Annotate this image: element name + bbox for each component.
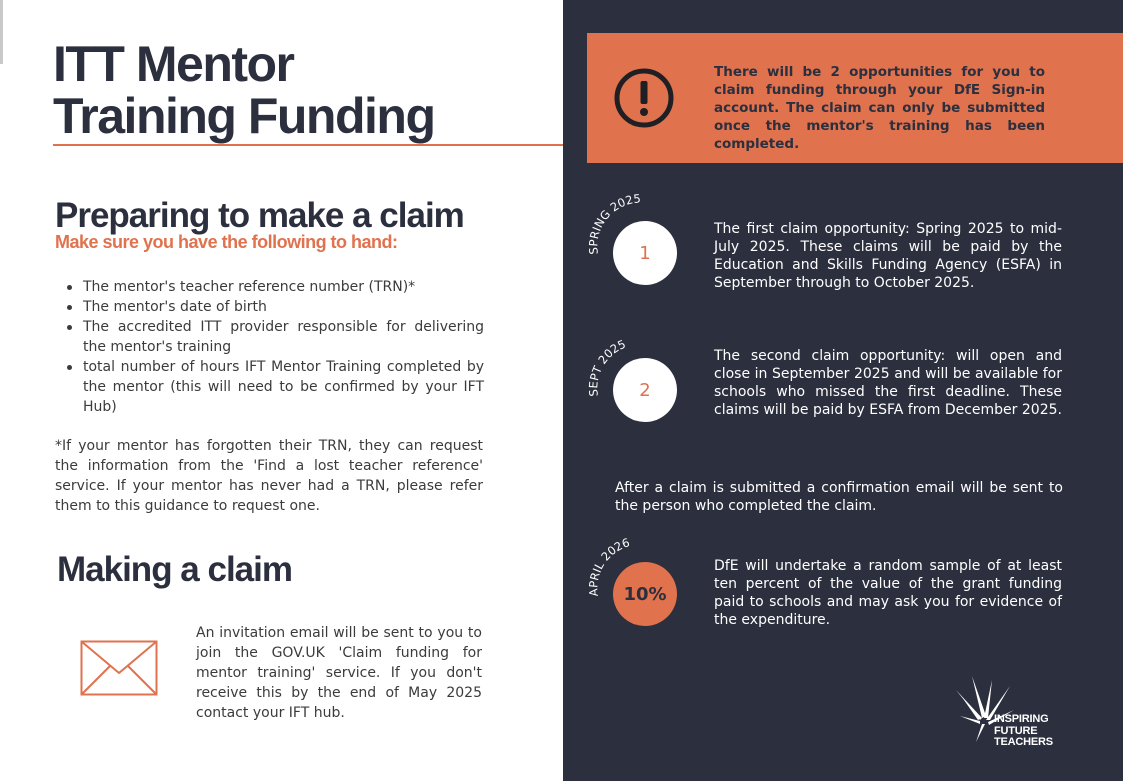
exclamation-icon xyxy=(613,67,675,129)
logo-line-2: FUTURE xyxy=(994,724,1038,737)
svg-text:SPRING 2025: SPRING 2025 xyxy=(586,191,642,256)
preparing-subheading: Make sure you have the following to hand: xyxy=(55,232,398,252)
checklist xyxy=(64,277,484,417)
title-line-2: Training Funding xyxy=(53,88,435,144)
making-heading: Making a claim xyxy=(57,550,292,589)
checklist-item: The mentor's teacher reference number (TRN)* xyxy=(64,277,484,297)
step-1-number: 1 xyxy=(639,242,651,264)
invitation-text: An invitation email will be sent to you to join the GOV.UK 'Claim funding for mentor training' service. If you don't receive this by the end of May 2025 contact your IFT hub. xyxy=(196,625,482,721)
step-1-badge xyxy=(613,221,677,285)
step-3-number: 10% xyxy=(623,583,667,605)
alert-banner xyxy=(587,33,1123,163)
logo-line-1: INSPIRING xyxy=(994,713,1049,725)
title-line-1: ITT Mentor xyxy=(53,36,294,92)
ift-logo xyxy=(950,672,1070,752)
preparing-heading: Preparing to make a claim xyxy=(55,196,464,235)
checklist-item: The accredited ITT provider responsible for delivering the mentor's training xyxy=(64,317,484,357)
checklist-item: total number of hours IFT Mentor Training completed by the mentor (this will need to be confirmed by your IFT Hub) xyxy=(64,357,484,417)
alert-text: There will be 2 opportunities for you to claim funding through your DfE Sign-in account. The claim can only be submitted once the mentor's training has been completed. xyxy=(714,64,1045,152)
envelope-icon xyxy=(80,640,158,696)
checklist-item: The mentor's date of birth xyxy=(64,297,484,317)
step-1-text: The first claim opportunity: Spring 2025 to mid-July 2025. These claims will be paid by the Education and Skills Funding Agency (ESFA) in September through to October 2025. xyxy=(714,221,1062,291)
svg-text:APRIL 2026: APRIL 2026 xyxy=(586,535,632,598)
step-3-text: DfE will undertake a random sample of at least ten percent of the value of the grant funding paid to schools and may ask you for evidence of the expenditure. xyxy=(714,558,1062,628)
svg-text:SEPT 2025: SEPT 2025 xyxy=(586,336,628,398)
logo-line-3: TEACHERS xyxy=(994,736,1053,748)
confirmation-text: After a claim is submitted a confirmation email will be sent to the person who completed the claim. xyxy=(615,480,1063,514)
step-2-number: 2 xyxy=(639,379,651,401)
step-3-badge xyxy=(613,562,677,626)
page-edge-accent xyxy=(0,0,3,64)
trn-footnote: *If your mentor has forgotten their TRN, they can request the information from the 'Find a lost teacher reference' service. If your mentor has never had a TRN, please refer them to this guidance to request one. xyxy=(55,438,483,514)
step-2-badge xyxy=(613,358,677,422)
logo-wordmark xyxy=(994,714,1053,749)
title-underline xyxy=(53,144,563,146)
page-title xyxy=(53,38,435,142)
step-2-text: The second claim opportunity: will open and close in September 2025 and will be available for schools who missed the first deadline. These claims will be paid by ESFA from December 2025. xyxy=(714,348,1062,418)
